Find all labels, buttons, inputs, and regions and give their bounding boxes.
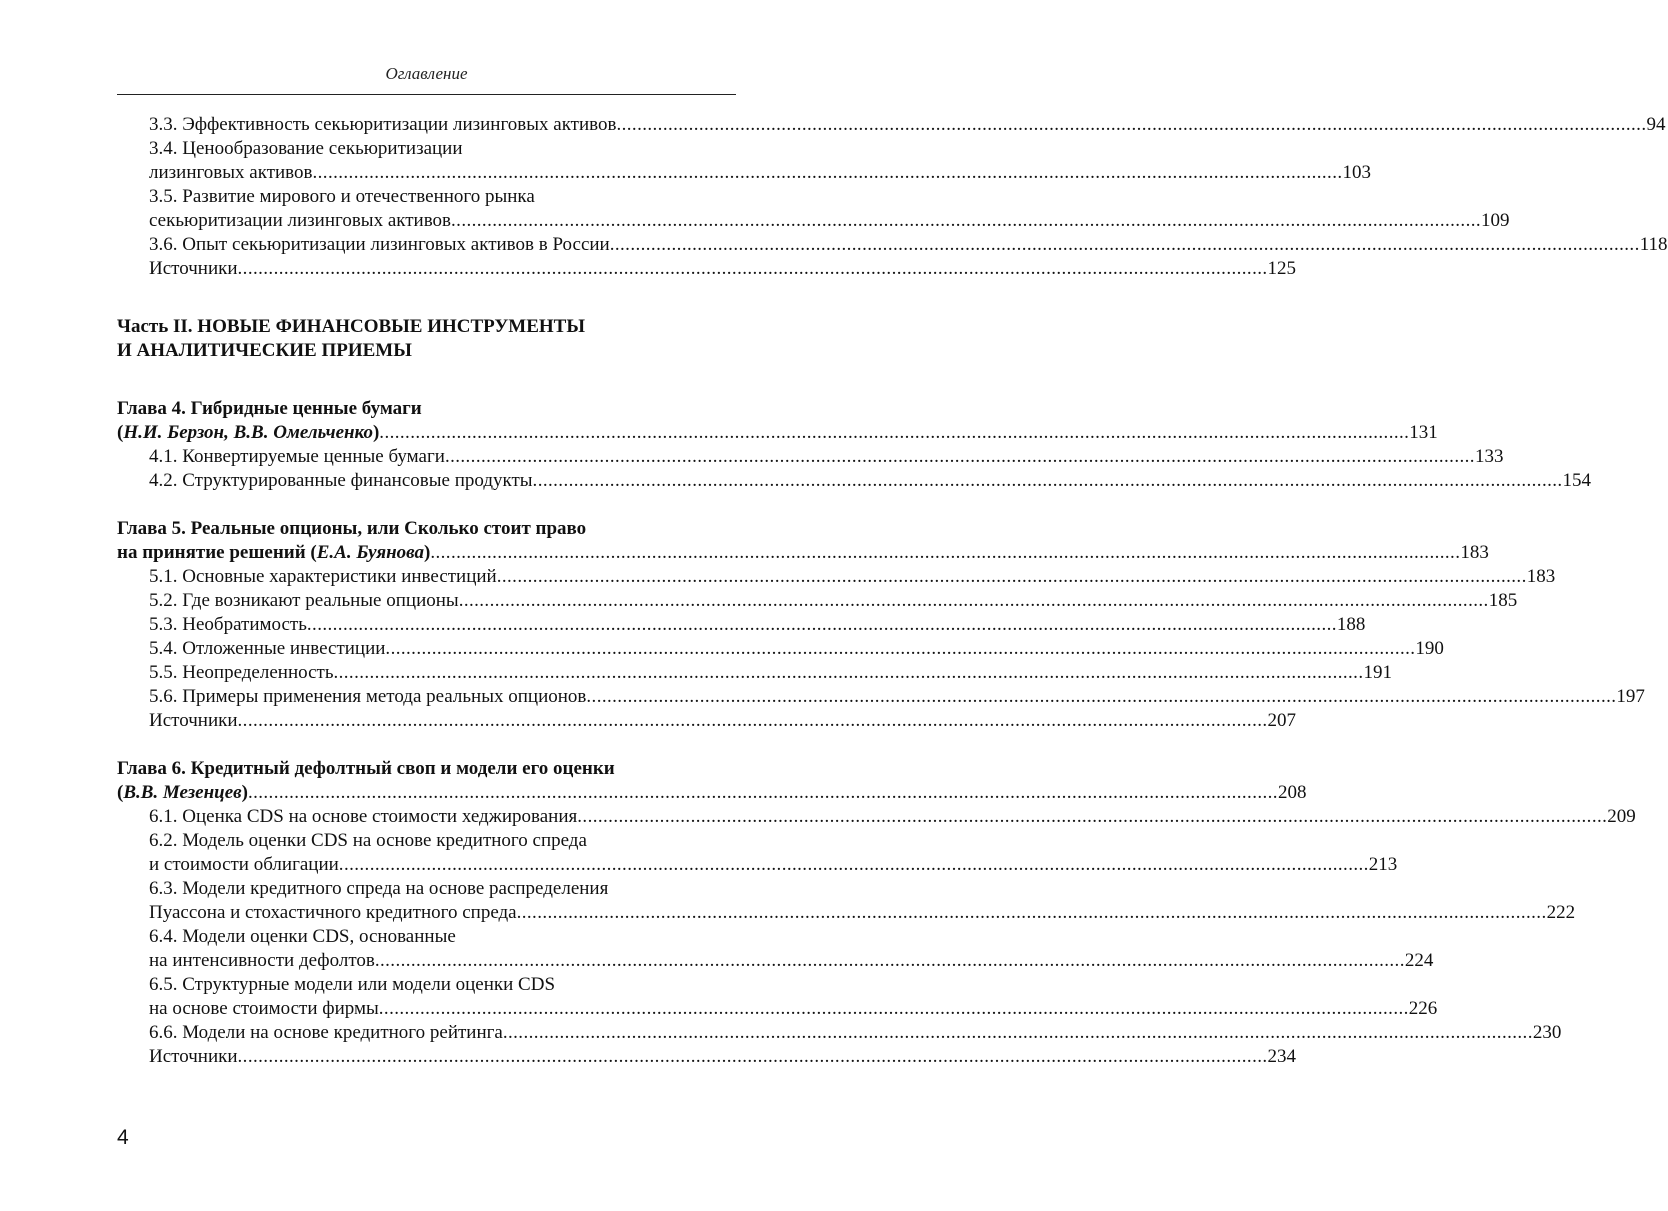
leader-dots: ........................................................................................................................................................................................................ (237, 258, 1268, 279)
part-title: И АНАЛИТИЧЕСКИЕ ПРИЕМЫ (117, 340, 412, 361)
leader-dots: ........................................................................................................................................................................................................ (502, 1022, 1533, 1043)
leader-dots: ........................................................................................................................................................................................................ (577, 806, 1608, 827)
leader-dots: ........................................................................................................................................................................................................ (496, 566, 1527, 587)
toc-page-number: 207 (1267, 710, 1297, 731)
toc-page-number: 190 (1415, 638, 1444, 659)
toc-block-chapter-6 (117, 757, 1636, 1069)
authors: В.В. Мезенцев (123, 782, 242, 803)
chapter-5-authors[interactable]: на принятие решений (Е.А. Буянова) ........................................................................................................................................................................................................ 183 (117, 542, 1489, 563)
leader-dots: ........................................................................................................................................................................................................ (444, 446, 1475, 467)
leader-dots: ........................................................................................................................................................................................................ (247, 782, 1278, 803)
toc-page-number: 131 (1409, 422, 1438, 443)
toc-entry[interactable]: 3.4. Ценообразование секьюритизации (149, 138, 463, 159)
toc-page-number: 183 (1460, 542, 1489, 563)
toc-entry[interactable]: 4.2. Структурированные финансовые продукты ........................................................................................................................................................................................................ 154 (149, 470, 1592, 491)
toc-entry[interactable]: 5.6. Примеры применения метода реальных опционов ........................................................................................................................................................................................................ 197 (149, 686, 1645, 707)
toc-entry[interactable]: лизинговых активов ........................................................................................................................................................................................................ 103 (149, 162, 1371, 183)
toc-entry[interactable]: 3.5. Развитие мирового и отечественного рынка (149, 186, 535, 207)
running-head: Оглавление (385, 64, 468, 83)
toc-entry[interactable]: 6.3. Модели кредитного спреда на основе распределения (149, 878, 609, 899)
toc-entry[interactable]: 5.5. Неопределенность ........................................................................................................................................................................................................ 191 (149, 662, 1392, 683)
toc-entry[interactable]: 6.5. Структурные модели или модели оценки CDS (149, 974, 556, 995)
toc-block-chapter-4 (117, 397, 1592, 493)
toc-entry[interactable]: на основе стоимости фирмы ........................................................................................................................................................................................................ 226 (149, 998, 1438, 1019)
toc-page-number: 94 (1646, 114, 1666, 135)
toc-entry[interactable]: 6.1. Оценка CDS на основе стоимости хеджирования ........................................................................................................................................................................................................ 209 (149, 806, 1636, 827)
toc-page-number: 234 (1267, 1046, 1297, 1067)
leader-dots: ........................................................................................................................................................................................................ (378, 998, 1409, 1019)
table-of-contents (117, 113, 1668, 1069)
toc-page-number: 224 (1404, 950, 1434, 971)
toc-page-number: 191 (1363, 662, 1392, 683)
toc-entry[interactable]: секьюритизации лизинговых активов ........................................................................................................................................................................................................ 109 (149, 210, 1510, 231)
leader-dots: ........................................................................................................................................................................................................ (451, 210, 1482, 231)
leader-dots: ........................................................................................................................................................................................................ (385, 638, 1416, 659)
toc-entry[interactable]: 3.3. Эффективность секьюритизации лизинговых активов ........................................................................................................................................................................................................ 94 (149, 114, 1666, 135)
header-rule (117, 94, 736, 95)
authors: Е.А. Буянова (316, 542, 425, 563)
leader-dots: ........................................................................................................................................................................................................ (237, 1046, 1268, 1067)
toc-page-number: 125 (1267, 258, 1297, 279)
toc-page-number: 183 (1526, 566, 1556, 587)
toc-entry[interactable]: Источники ........................................................................................................................................................................................................ 207 (149, 710, 1297, 731)
toc-page-number: 154 (1562, 470, 1592, 491)
toc-entry[interactable]: 6.2. Модель оценки CDS на основе кредитного спреда (149, 830, 587, 851)
toc-entry[interactable]: и стоимости облигации ........................................................................................................................................................................................................ 213 (149, 854, 1398, 875)
toc-page-number: 188 (1336, 614, 1366, 635)
toc-entry[interactable]: 5.3. Необратимость ........................................................................................................................................................................................................ 188 (149, 614, 1366, 635)
leader-dots: ........................................................................................................................................................................................................ (306, 614, 1337, 635)
toc-page-number: 209 (1607, 806, 1636, 827)
toc-entry[interactable]: 3.6. Опыт секьюритизации лизинговых активов в России ........................................................................................................................................................................................................ 118 (149, 234, 1668, 255)
toc-entry[interactable]: 5.2. Где возникают реальные опционы ........................................................................................................................................................................................................ 185 (149, 590, 1518, 611)
leader-dots: ........................................................................................................................................................................................................ (609, 234, 1640, 255)
toc-page-number: 197 (1616, 686, 1645, 707)
toc-entry[interactable]: на интенсивности дефолтов ........................................................................................................................................................................................................ 224 (149, 950, 1434, 971)
toc-entry[interactable]: 6.4. Модели оценки CDS, основанные (149, 926, 456, 947)
toc-page-number: 103 (1342, 162, 1371, 183)
toc-page-number: 109 (1481, 210, 1510, 231)
chapter-6-authors[interactable]: (В.В. Мезенцев) ........................................................................................................................................................................................................ 208 (117, 782, 1307, 803)
toc-page-number: 133 (1474, 446, 1504, 467)
leader-dots: ........................................................................................................................................................................................................ (338, 854, 1369, 875)
leader-dots: ........................................................................................................................................................................................................ (333, 662, 1364, 683)
leader-dots: ........................................................................................................................................................................................................ (532, 470, 1563, 491)
part-title: Часть II. НОВЫЕ ФИНАНСОВЫЕ ИНСТРУМЕНТЫ (117, 316, 585, 337)
chapter-5-title[interactable]: Глава 5. Реальные опционы, или Сколько стоит право (117, 518, 587, 539)
part-2-heading[interactable] (117, 315, 736, 363)
leader-dots: ........................................................................................................................................................................................................ (616, 114, 1647, 135)
leader-dots: ........................................................................................................................................................................................................ (374, 950, 1405, 971)
chapter-6-title[interactable]: Глава 6. Кредитный дефолтный своп и модели его оценки (117, 758, 615, 779)
toc-entry[interactable]: Пуассона и стохастичного кредитного спреда ........................................................................................................................................................................................................ 222 (149, 902, 1576, 923)
toc-page-number: 118 (1639, 234, 1668, 255)
page-number: 4 (117, 1126, 129, 1149)
toc-entry[interactable]: 4.1. Конвертируемые ценные бумаги ........................................................................................................................................................................................................ 133 (149, 446, 1504, 467)
leader-dots: ........................................................................................................................................................................................................ (586, 686, 1617, 707)
toc-page-number: 230 (1532, 1022, 1562, 1043)
leader-dots: ........................................................................................................................................................................................................ (458, 590, 1489, 611)
toc-page-number: 222 (1546, 902, 1576, 923)
leader-dots: ........................................................................................................................................................................................................ (516, 902, 1547, 923)
chapter-4-authors[interactable]: (Н.И. Берзон, В.В. Омельченко) ........................................................................................................................................................................................................ 131 (117, 422, 1438, 443)
toc-entry[interactable]: 5.1. Основные характеристики инвестиций ........................................................................................................................................................................................................ 183 (149, 566, 1556, 587)
toc-entry[interactable]: Источники ........................................................................................................................................................................................................ 125 (149, 258, 1297, 279)
chapter-4-title[interactable]: Глава 4. Гибридные ценные бумаги (117, 398, 422, 419)
authors: Н.И. Берзон, В.В. Омельченко (123, 422, 373, 443)
toc-page-number: 208 (1277, 782, 1307, 803)
leader-dots: ........................................................................................................................................................................................................ (312, 162, 1343, 183)
toc-page-number: 213 (1368, 854, 1398, 875)
toc-page-number: 226 (1408, 998, 1438, 1019)
toc-block-chapter-3-tail (117, 113, 1668, 281)
toc-entry[interactable]: 5.4. Отложенные инвестиции ........................................................................................................................................................................................................ 190 (149, 638, 1444, 659)
toc-block-chapter-5 (117, 517, 1645, 733)
toc-entry[interactable]: 6.6. Модели на основе кредитного рейтинга ........................................................................................................................................................................................................ 230 (149, 1022, 1562, 1043)
leader-dots: ........................................................................................................................................................................................................ (237, 710, 1268, 731)
toc-page-number: 185 (1488, 590, 1518, 611)
leader-dots: ........................................................................................................................................................................................................ (430, 542, 1461, 563)
leader-dots: ........................................................................................................................................................................................................ (379, 422, 1410, 443)
toc-entry[interactable]: Источники ........................................................................................................................................................................................................ 234 (149, 1046, 1297, 1067)
